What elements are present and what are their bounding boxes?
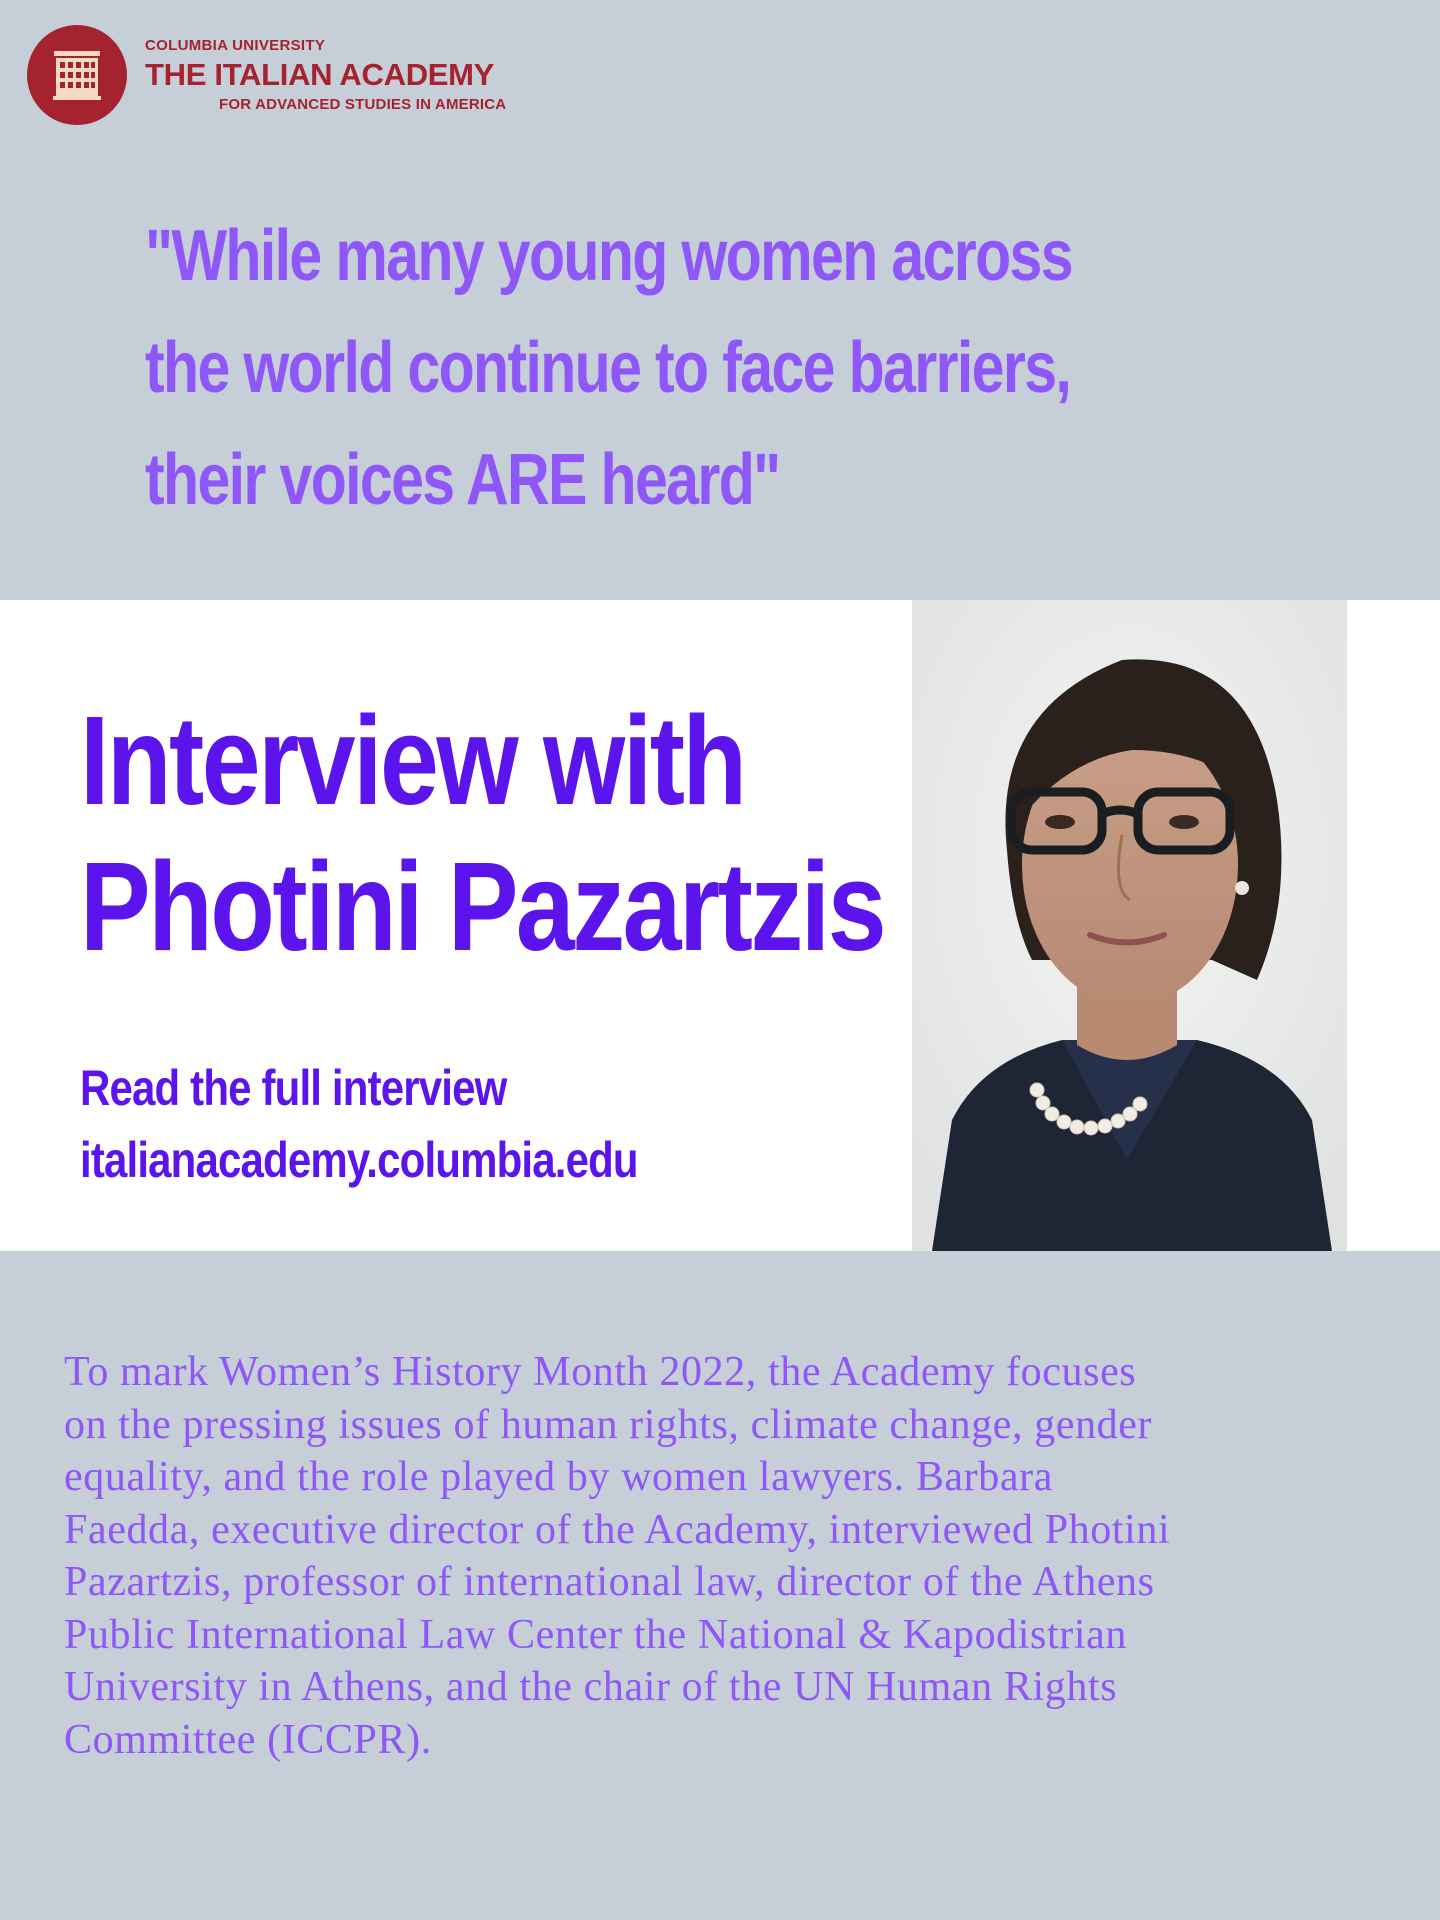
quote-line: "While many young women across bbox=[145, 216, 1072, 296]
description-line: Committee (ICCPR). bbox=[64, 1716, 432, 1763]
interview-feature bbox=[0, 600, 1440, 1251]
description-line: on the pressing issues of human rights, climate change, gender bbox=[64, 1401, 1153, 1448]
interview-title bbox=[80, 688, 884, 980]
description-line: Faedda, executive director of the Academy, interviewed Photini bbox=[64, 1506, 1171, 1553]
description-line: Public International Law Center the National & Kapodistrian bbox=[64, 1611, 1127, 1658]
quote-line: their voices ARE heard" bbox=[145, 440, 780, 520]
logo-tagline: FOR ADVANCED STUDIES IN AMERICA bbox=[219, 96, 507, 113]
pull-quote bbox=[145, 200, 1129, 536]
description-line: equality, and the role played by women lawyers. Barbara bbox=[64, 1454, 1053, 1500]
quote-line: the world continue to face barriers, bbox=[145, 328, 1071, 408]
academy-wordmark bbox=[145, 38, 506, 112]
read-more-label: Read the full interview bbox=[80, 1060, 507, 1116]
portrait-photo bbox=[912, 600, 1347, 1251]
description-line: University in Athens, and the chair of the UN Human Rights bbox=[64, 1664, 1118, 1710]
title-line: Photini Pazartzis bbox=[80, 836, 885, 977]
academy-building-icon bbox=[27, 25, 127, 125]
interview-link[interactable]: italianacademy.columbia.edu bbox=[80, 1132, 638, 1188]
title-line: Interview with bbox=[80, 690, 745, 831]
academy-logo[interactable] bbox=[27, 24, 506, 126]
read-more-block bbox=[80, 1052, 638, 1196]
interview-description bbox=[64, 1346, 1394, 1766]
logo-university-name: COLUMBIA UNIVERSITY bbox=[145, 37, 326, 54]
description-line: Pazartzis, professor of international law, director of the Athens bbox=[64, 1559, 1155, 1605]
logo-academy-name: THE ITALIAN ACADEMY bbox=[145, 57, 495, 92]
description-line: To mark Women’s History Month 2022, the Academy focuses bbox=[64, 1349, 1137, 1395]
